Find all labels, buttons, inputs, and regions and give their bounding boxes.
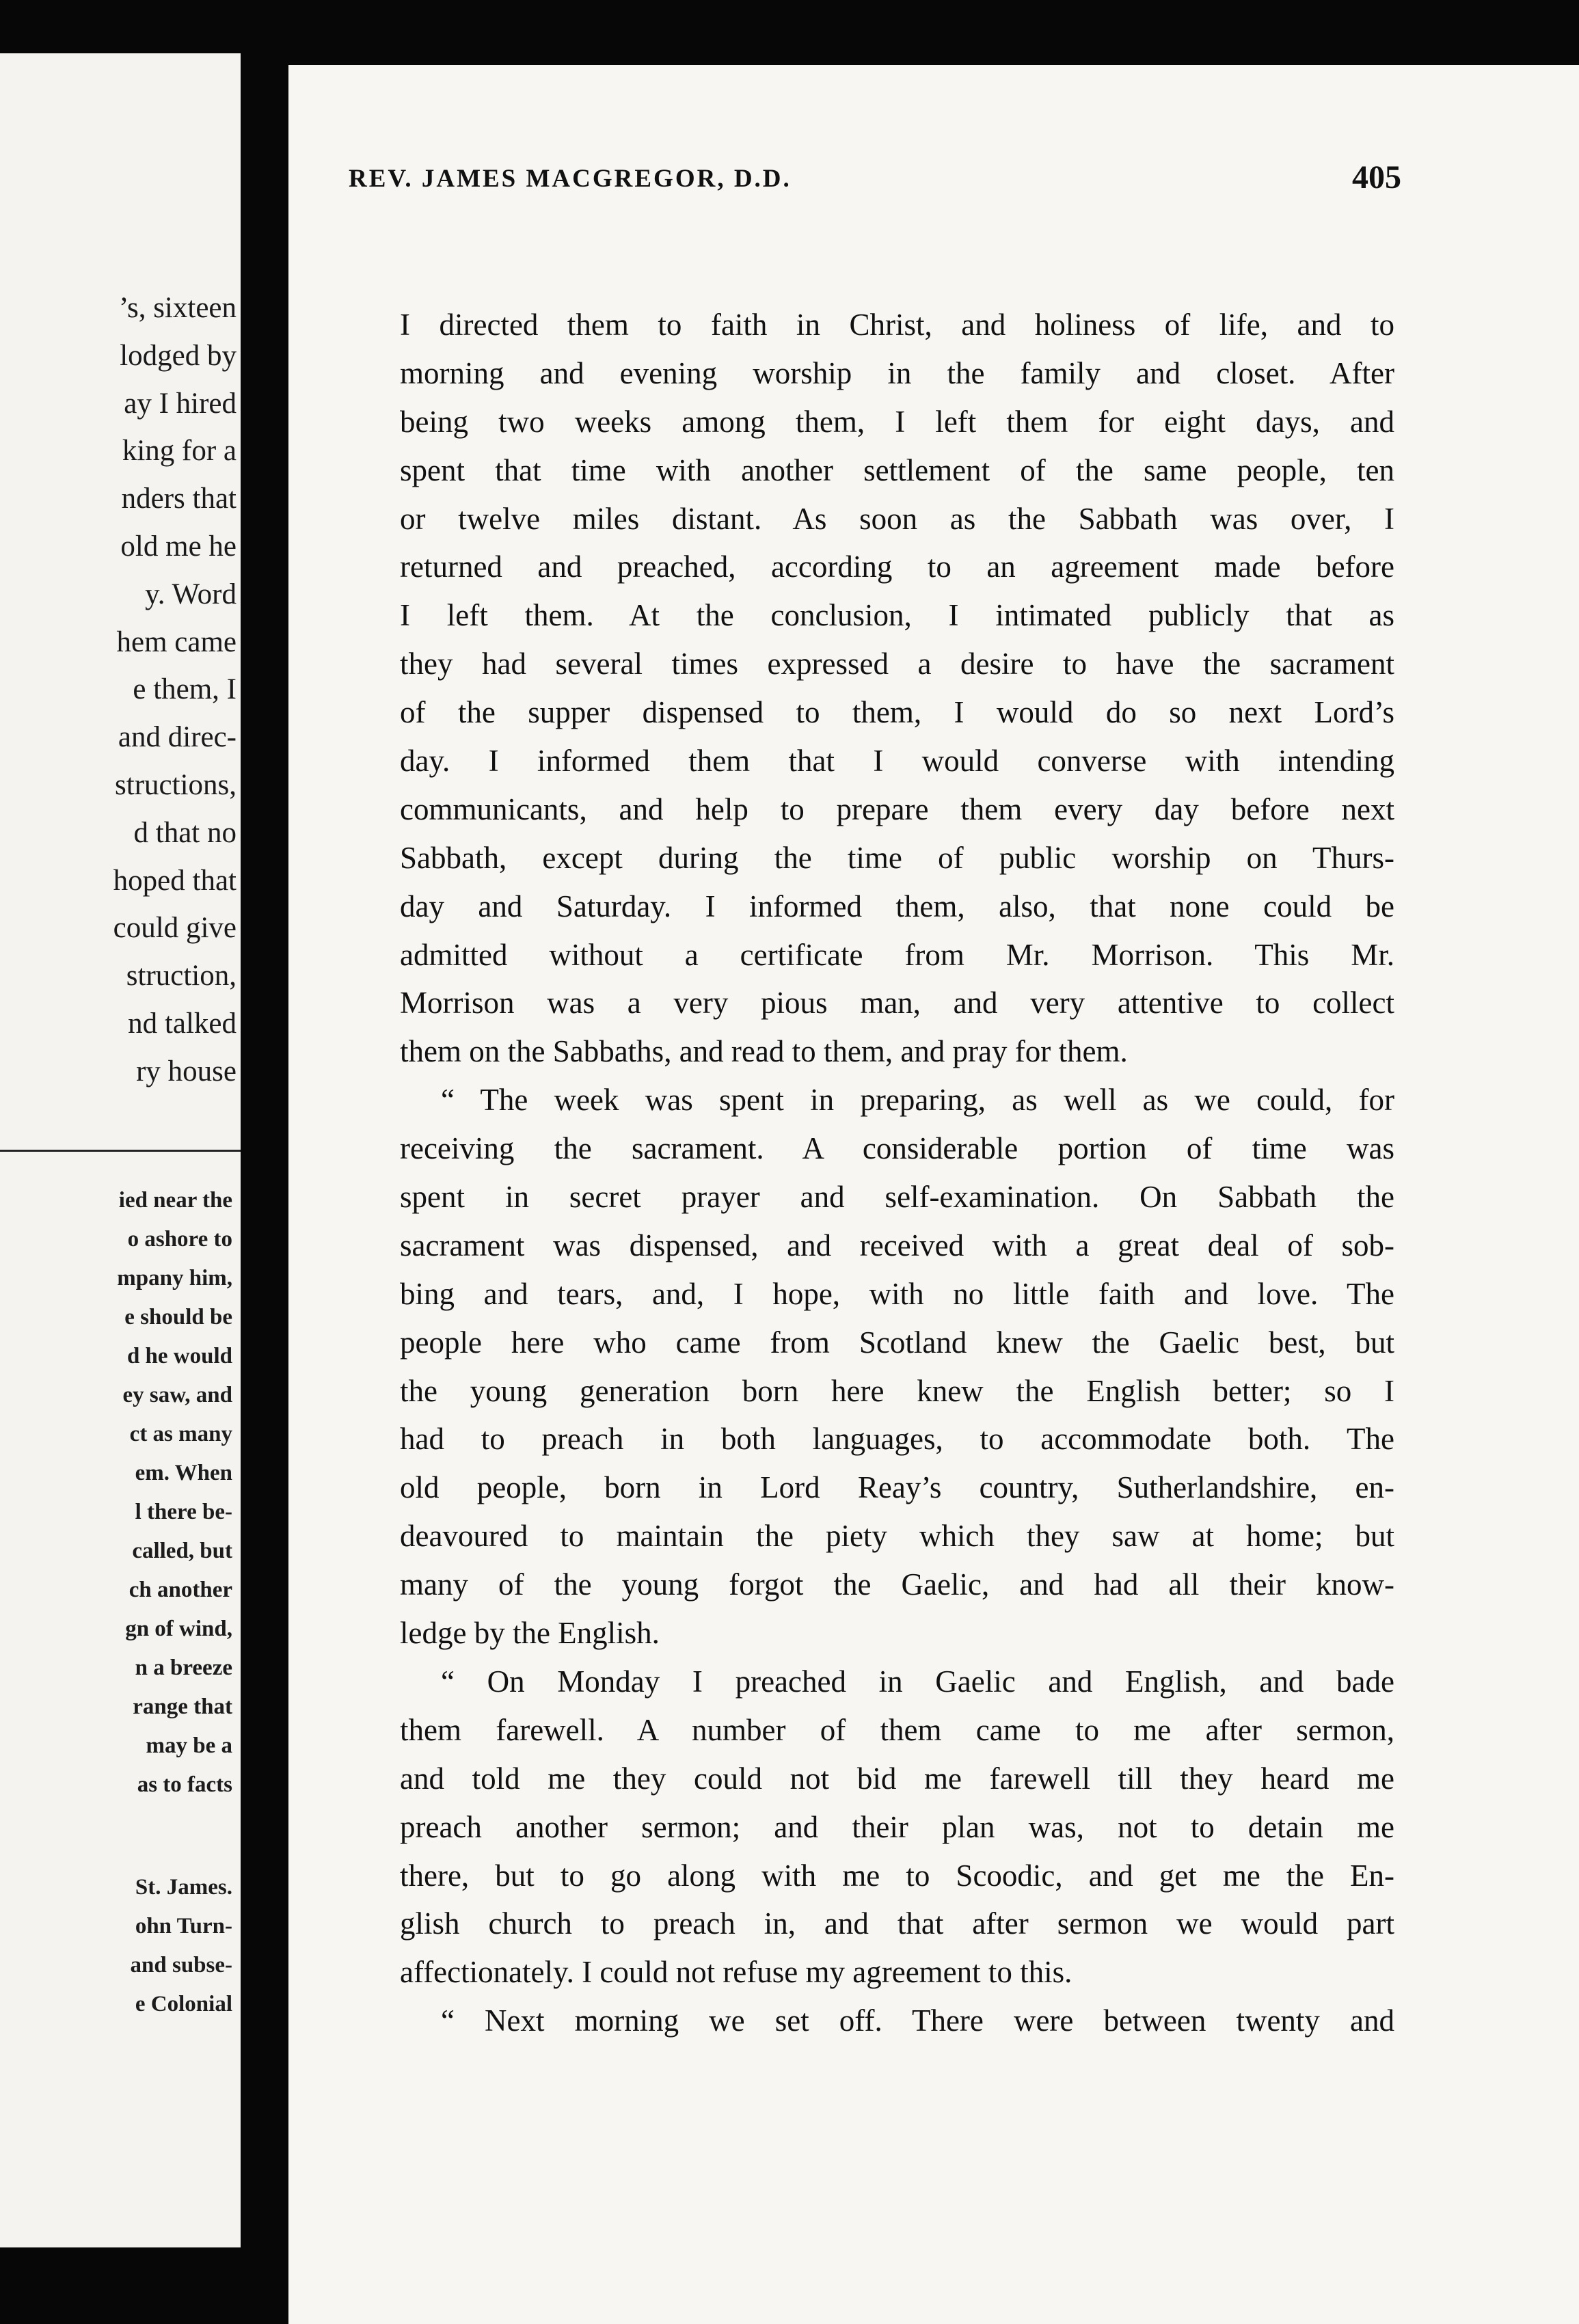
text-line: or twelve miles distant. As soon as the Sabbath was over, I bbox=[400, 501, 1394, 536]
text-line: day. I informed them that I would converse with intending bbox=[400, 744, 1394, 779]
text-line: had to preach in both languages, to accommodate both. The bbox=[400, 1422, 1394, 1457]
text-line: bing and tears, and, I hope, with no little faith and love. The bbox=[400, 1276, 1394, 1311]
text-line: spent that time with another settlement of the same people, ten bbox=[400, 452, 1394, 487]
text-line: I left them. At the conclusion, I intimated publicly that as bbox=[400, 598, 1394, 633]
paragraph bbox=[400, 1658, 1394, 1997]
text-line: returned and preached, according to an agreement made before bbox=[400, 550, 1394, 584]
footnote-line: e Colonial bbox=[135, 1992, 232, 2016]
facing-page-fragment bbox=[0, 53, 241, 2247]
text-line: communicants, and help to prepare them every day before next bbox=[400, 792, 1394, 826]
paragraph bbox=[400, 301, 1394, 1076]
text-line: “ On Monday I preached in Gaelic and English, and bade bbox=[441, 1664, 1394, 1699]
footnote-line: ch another bbox=[129, 1578, 232, 1602]
footnote-line: called, but bbox=[132, 1539, 232, 1563]
text-line: there, but to go along with me to Scoodic, and get me the En- bbox=[400, 1858, 1394, 1893]
footnote-line: as to facts bbox=[137, 1772, 232, 1797]
footnote-line: em. When bbox=[135, 1461, 232, 1485]
text-line: them farewell. A number of them came to me after sermon, bbox=[400, 1712, 1394, 1747]
running-head bbox=[349, 159, 1401, 205]
text-line: glish church to preach in, and that after sermon we would part bbox=[400, 1906, 1394, 1941]
facing-line: could give bbox=[113, 912, 237, 945]
footnote-line: d he would bbox=[126, 1344, 232, 1368]
footnote-line: ohn Turn- bbox=[135, 1914, 232, 1938]
running-title: REV. JAMES MACGREGOR, D.D. bbox=[349, 165, 792, 193]
facing-line: and direc- bbox=[118, 721, 237, 754]
text-line: and told me they could not bid me farewell till they heard me bbox=[400, 1761, 1394, 1796]
text-line: preach another sermon; and their plan was, not to detain me bbox=[400, 1809, 1394, 1844]
footnote-line: range that bbox=[133, 1694, 232, 1719]
page-number: 405 bbox=[1352, 159, 1401, 195]
text-line: “ Next morning we set off. There were between twenty and bbox=[441, 2003, 1394, 2038]
text-line: I directed them to faith in Christ, and holiness of life, and to bbox=[400, 308, 1394, 342]
facing-line: hem came bbox=[116, 625, 237, 658]
text-line: of the supper dispensed to them, I would do so next Lord’s bbox=[400, 695, 1394, 730]
text-line: day and Saturday. I informed them, also, that none could be bbox=[400, 889, 1394, 923]
footnote-line: l there be- bbox=[135, 1500, 232, 1524]
text-line: sacrament was dispensed, and received with a great deal of sob- bbox=[400, 1228, 1394, 1262]
facing-line: d that no bbox=[133, 816, 237, 849]
text-line: them on the Sabbaths, and read to them, and pray for them. bbox=[400, 1034, 1128, 1069]
footnote-line: ied near the bbox=[118, 1188, 232, 1213]
text-line: many of the young forgot the Gaelic, and had all their know- bbox=[400, 1567, 1394, 1602]
text-line: they had several times expressed a desire to have the sacrament bbox=[400, 647, 1394, 681]
facing-line: ’s, sixteen bbox=[119, 292, 237, 324]
text-line: deavoured to maintain the piety which they saw at home; but bbox=[400, 1519, 1394, 1554]
footnote-line: e should be bbox=[124, 1305, 232, 1329]
facing-page-footnotes-2 bbox=[131, 1868, 232, 2024]
text-line: being two weeks among them, I left them for eight days, and bbox=[400, 404, 1394, 439]
paragraph bbox=[400, 1997, 1394, 2045]
text-line: spent in secret prayer and self-examination. On Sabbath the bbox=[400, 1180, 1394, 1215]
text-line: morning and evening worship in the family and closet. After bbox=[400, 355, 1394, 390]
text-line: old people, born in Lord Reay’s country, Sutherlandshire, en- bbox=[400, 1470, 1394, 1505]
footnote-line: and subse- bbox=[130, 1953, 232, 1977]
facing-line: y. Word bbox=[145, 578, 237, 610]
text-line: Sabbath, except during the time of public worship on Thurs- bbox=[400, 840, 1394, 875]
book-gutter bbox=[241, 0, 288, 2324]
main-text bbox=[400, 301, 1394, 2045]
footnote-rule bbox=[0, 1150, 241, 1152]
facing-line: hoped that bbox=[113, 864, 237, 897]
footnote-line: St. James. bbox=[135, 1875, 232, 1900]
text-line: people here who came from Scotland knew the Gaelic best, but bbox=[400, 1325, 1394, 1360]
text-line: Morrison was a very pious man, and very attentive to collect bbox=[400, 986, 1394, 1021]
text-line: admitted without a certificate from Mr. Morrison. This Mr. bbox=[400, 937, 1394, 972]
facing-page-body bbox=[113, 284, 237, 1096]
facing-line: ay I hired bbox=[124, 387, 237, 420]
facing-line: nd talked bbox=[128, 1007, 237, 1040]
facing-line: e them, I bbox=[133, 673, 237, 706]
footnote-line: o ashore to bbox=[127, 1227, 232, 1252]
facing-line: struction, bbox=[126, 960, 237, 992]
footnote-line: ey saw, and bbox=[122, 1383, 232, 1407]
facing-line: old me he bbox=[120, 530, 237, 563]
facing-line: ry house bbox=[136, 1055, 237, 1087]
footnote-line: may be a bbox=[146, 1733, 232, 1758]
facing-line: nders that bbox=[121, 483, 237, 515]
footnote-line: mpany him, bbox=[117, 1266, 232, 1291]
text-line: ledge by the English. bbox=[400, 1616, 660, 1651]
text-line: “ The week was spent in preparing, as well as we could, for bbox=[441, 1083, 1394, 1118]
footnote-line: n a breeze bbox=[135, 1656, 232, 1680]
text-line: affectionately. I could not refuse my agreement to this. bbox=[400, 1955, 1072, 1990]
facing-page-footnotes bbox=[117, 1181, 232, 1805]
text-line: receiving the sacrament. A considerable portion of time was bbox=[400, 1131, 1394, 1166]
facing-line: structions, bbox=[115, 768, 237, 801]
footnote-line: gn of wind, bbox=[125, 1617, 232, 1641]
text-line: the young generation born here knew the English better; so I bbox=[400, 1373, 1394, 1408]
facing-line: lodged by bbox=[120, 339, 237, 372]
paragraph bbox=[400, 1076, 1394, 1658]
facing-line: king for a bbox=[122, 435, 237, 468]
footnote-line: ct as many bbox=[129, 1422, 232, 1446]
